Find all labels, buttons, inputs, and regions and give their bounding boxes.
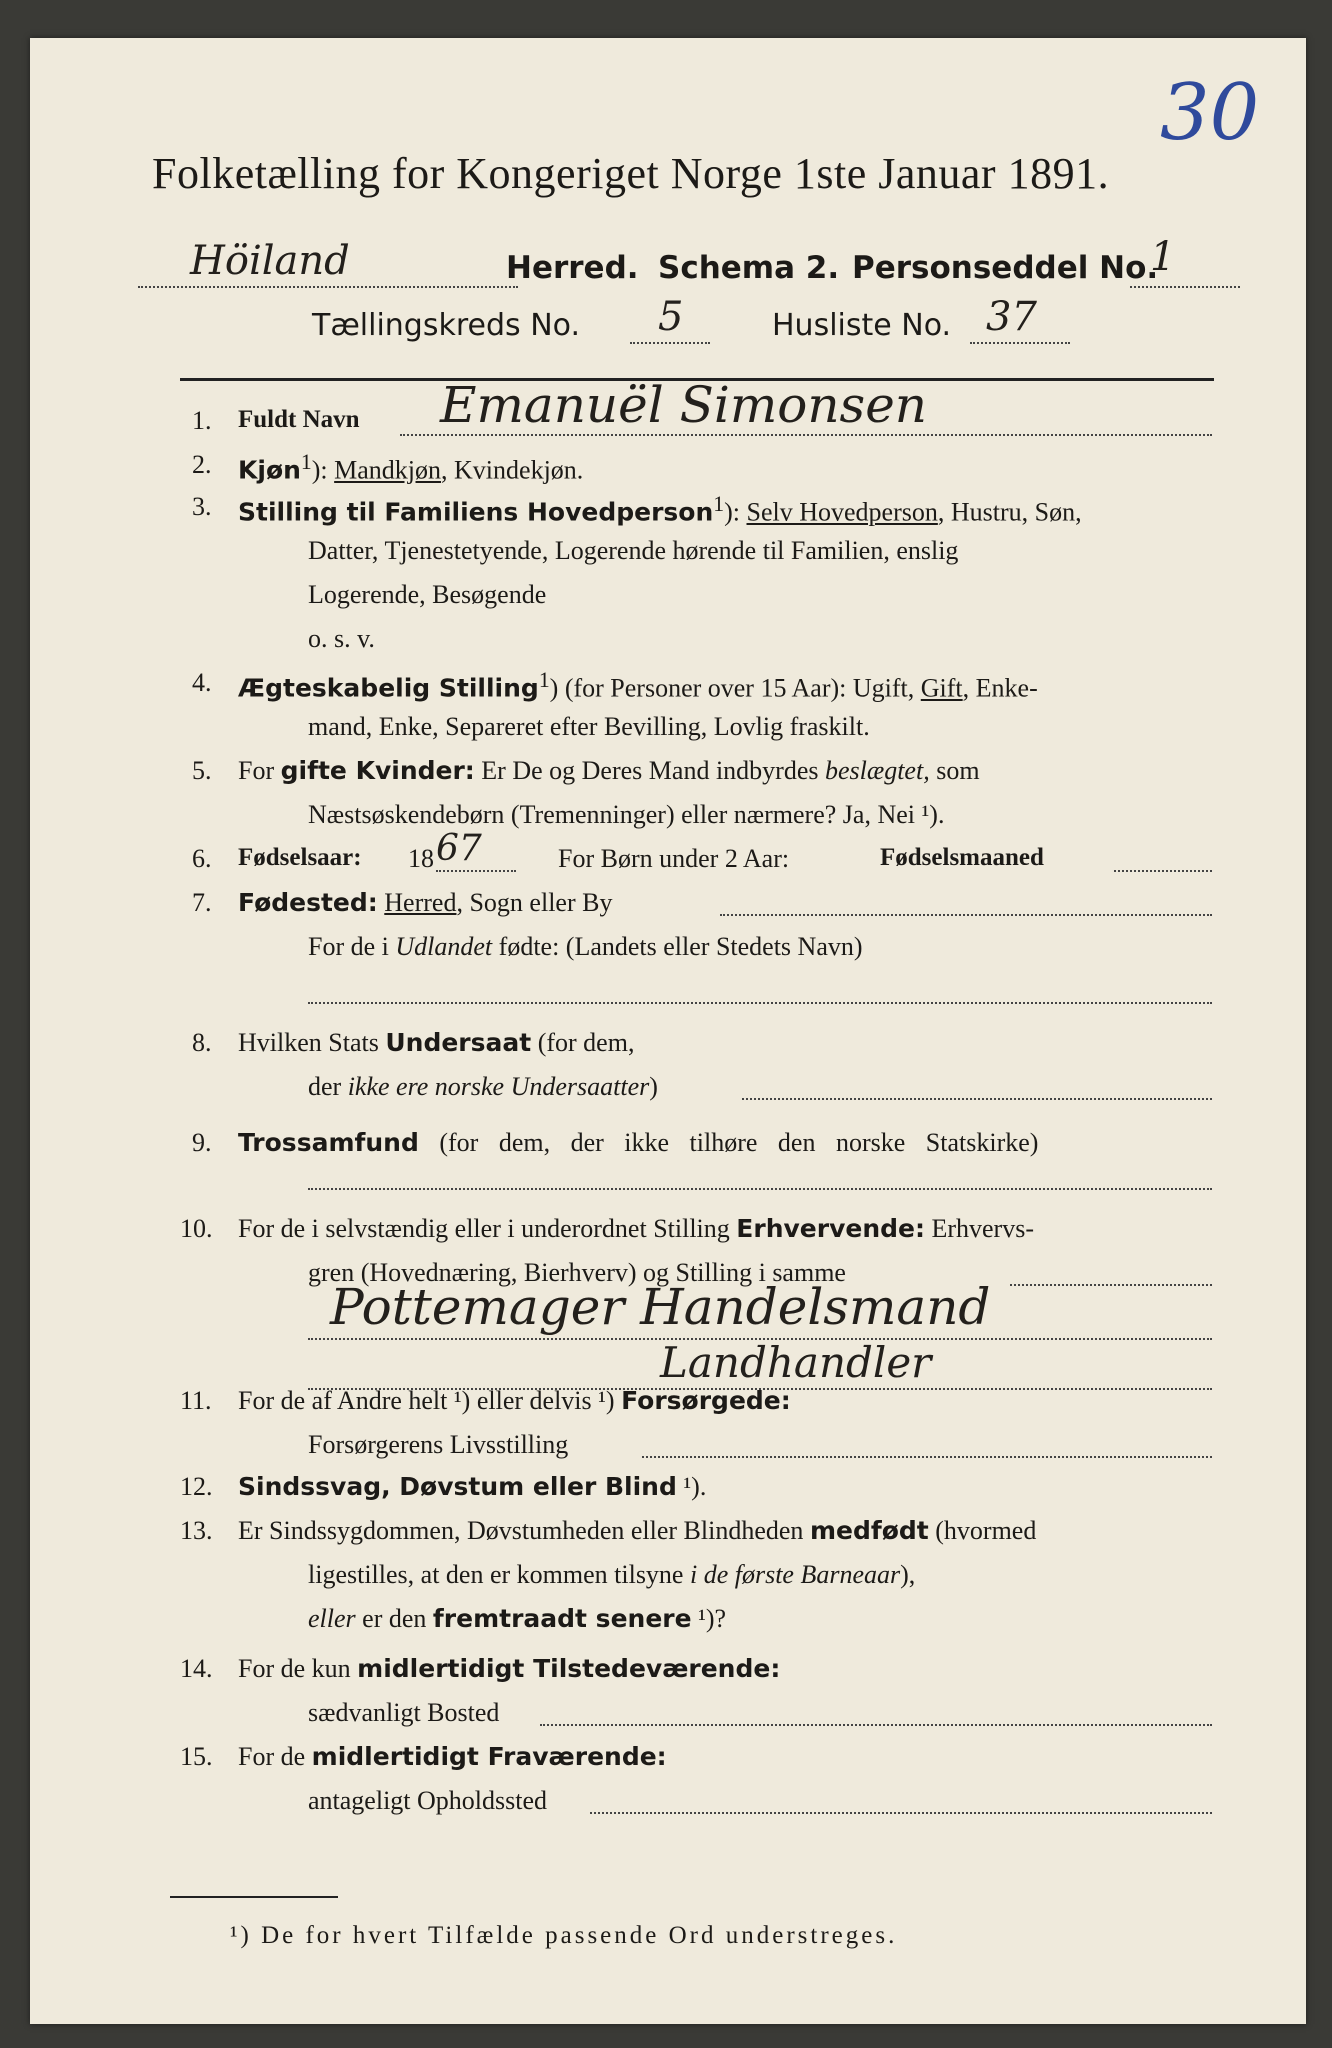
husliste-value: 37: [986, 294, 1037, 340]
q4-sup: 1: [538, 668, 550, 692]
q11-line: [642, 1456, 1212, 1458]
q3-line3: Logerende, Besøgende: [308, 580, 547, 609]
q6-mid: For Børn under 2 Aar:: [558, 844, 790, 873]
q8-line2it: ikke ere norske Undersaatter: [347, 1072, 650, 1101]
q2-opt2: , Kvindekjøn.: [441, 455, 584, 485]
q13-line3: [308, 1604, 726, 1634]
q6-label: Fødselsaar:: [238, 844, 362, 871]
q3-selected: Selv Hovedperson: [746, 497, 938, 527]
q4-num: 4.: [192, 668, 212, 697]
q9-line: [308, 1188, 1212, 1190]
q15-line: [590, 1812, 1212, 1814]
q5-line2: Næstsøskendebørn (Tremenninger) eller nærmere? Ja, Nei ¹).: [308, 800, 945, 829]
q1-line: [400, 434, 1212, 436]
q12-label: Sindssvag, Døvstum eller Blind: [238, 1472, 677, 1501]
q3-rest1: , Hustru, Søn,: [937, 497, 1082, 527]
q3-line2: Datter, Tjenestetyende, Logerende hørende til Familien, enslig: [308, 536, 959, 565]
q14-line2: sædvanligt Bosted: [308, 1698, 500, 1727]
q6-prefix: 18: [408, 844, 434, 873]
q2-sup: 1: [300, 450, 312, 474]
q4-label: Ægteskabelig Stilling: [238, 673, 539, 703]
q7-selected: Herred: [384, 888, 457, 917]
husliste-line: [970, 342, 1070, 344]
q12-text: [238, 1472, 706, 1502]
q9-text: [238, 1128, 1038, 1158]
footnote-rule: [170, 1896, 338, 1898]
q10-line: [1010, 1284, 1212, 1286]
q1-label: Fuldt Navn: [238, 406, 360, 433]
q6-label2: Fødselsmaaned: [880, 844, 1044, 871]
personseddel-label: Personseddel No.: [852, 250, 1159, 286]
kreds-line: [630, 342, 710, 344]
footnote: ¹) De for hvert Tilfælde passende Ord understreges.: [230, 1922, 898, 1949]
q13-line2it: i de første Barneaar: [689, 1560, 901, 1589]
q13-line2: [308, 1560, 915, 1590]
q11-pre: For de af Andre helt ¹) eller delvis ¹): [238, 1386, 622, 1415]
q2-label: Kjøn: [238, 455, 301, 485]
q14-num: 14.: [180, 1654, 213, 1683]
q9-label: Trossamfund: [238, 1128, 419, 1157]
q13-line2a: ligestilles, at den er kommen tilsyne: [308, 1560, 690, 1589]
q8-label: Undersaat: [385, 1028, 532, 1057]
husliste-label: Husliste No.: [772, 308, 952, 343]
q13-label: medfødt: [809, 1516, 929, 1545]
q8-line2a: der: [308, 1072, 348, 1101]
q8-text: [238, 1028, 634, 1058]
q14-line: [540, 1724, 1212, 1726]
q7-label: Fødested:: [238, 888, 378, 917]
q10-line2: gren (Hovednæring, Bierhverv) og Stilling i samme: [308, 1258, 846, 1287]
q7-line2: [308, 932, 863, 962]
q5-text: [238, 756, 980, 786]
form-title: Folketælling for Kongeriget Norge 1ste Januar 1891.: [152, 149, 1110, 198]
q13-line2b: ),: [900, 1560, 916, 1589]
q11-label: Forsørgede:: [621, 1386, 791, 1415]
q4-post: , Enke-: [962, 673, 1038, 703]
q13-line3a: er den: [355, 1604, 433, 1633]
q9-num: 9.: [192, 1128, 212, 1157]
herred-value: Höiland: [190, 238, 350, 284]
q15-text: [238, 1742, 667, 1772]
q2-num: 2.: [192, 450, 212, 479]
q7-rest: , Sogn eller By: [456, 888, 613, 917]
q11-text: [238, 1386, 791, 1416]
q9-rest: (for dem, der ikke tilhøre den norske Statskirke): [418, 1128, 1039, 1157]
q13-line3it: eller: [308, 1604, 356, 1633]
kreds-value: 5: [658, 294, 684, 340]
q10-text: [238, 1214, 1034, 1244]
q12-tail: ¹).: [676, 1472, 707, 1501]
q10-value2: Landhandler: [660, 1338, 932, 1387]
q6-line2: [1114, 870, 1212, 872]
schema-label: Schema 2.: [658, 250, 840, 286]
q5-pre: For: [238, 756, 281, 785]
q4-pre: ) (for Personer over 15 Aar): Ugift,: [549, 673, 921, 703]
q7-text: [238, 888, 612, 918]
q3-line4: o. s. v.: [308, 624, 375, 653]
q8-pre: Hvilken Stats: [238, 1028, 386, 1057]
q6-num: 6.: [192, 844, 212, 873]
q7-num: 7.: [192, 888, 212, 917]
q12-num: 12.: [180, 1472, 213, 1501]
q7-line3: [308, 1002, 1212, 1004]
q10-label: Erhvervende:: [736, 1214, 925, 1243]
q10-value1: Pottemager Handelsmand: [330, 1278, 991, 1336]
personseddel-value: 1: [1150, 234, 1176, 280]
herred-label: Herred.: [506, 250, 639, 286]
q4-selected: Gift: [920, 673, 963, 703]
q3-sup: 1: [713, 492, 725, 516]
q3-text: [238, 492, 1082, 528]
q13-text: [238, 1516, 1036, 1546]
q2-opt1: Mandkjøn: [334, 455, 442, 485]
q6-value: 67: [436, 828, 482, 869]
q10-pre: For de i selvstændig eller i underordnet Stilling: [238, 1214, 737, 1243]
q14-pre: For de kun: [238, 1654, 358, 1683]
q13-line3c: ¹)?: [691, 1604, 727, 1633]
q5-it: beslægtet,: [824, 756, 930, 785]
q15-num: 15.: [180, 1742, 213, 1771]
q15-line2: antageligt Opholdssted: [308, 1786, 548, 1815]
q13-pre: Er Sindssygdommen, Døvstumheden eller Blindheden: [238, 1516, 810, 1545]
q4-text: [238, 668, 1038, 704]
q2-text: [238, 450, 583, 486]
q7-line2a: For de i: [308, 932, 396, 961]
q7-line2it: Udlandet: [395, 932, 493, 961]
q13-post: (hvormed: [928, 1516, 1037, 1545]
q11-num: 11.: [180, 1386, 212, 1415]
q6-line: [436, 870, 516, 872]
q15-label: midlertidigt Fraværende:: [311, 1742, 667, 1771]
q1-value: Emanuël Simonsen: [440, 376, 928, 434]
q8-line: [742, 1098, 1212, 1100]
q8-line2: [308, 1072, 658, 1102]
q13-line3b: fremtraadt senere: [432, 1604, 692, 1633]
q1-num: 1.: [192, 406, 212, 435]
q5-num: 5.: [192, 756, 212, 785]
q14-label: midlertidigt Tilstedeværende:: [357, 1654, 781, 1683]
personseddel-line: [1130, 286, 1240, 288]
q15-pre: For de: [238, 1742, 312, 1771]
q3-label: Stilling til Familiens Hovedperson: [238, 497, 714, 527]
q8-num: 8.: [192, 1028, 212, 1057]
q13-num: 13.: [180, 1516, 213, 1545]
q10-num: 10.: [180, 1214, 213, 1243]
q4-line2: mand, Enke, Separeret efter Bevilling, Lovlig fraskilt.: [308, 712, 870, 741]
herred-line: [138, 286, 518, 288]
q7-line: [720, 914, 1212, 916]
census-form-sheet: [30, 38, 1306, 2024]
q11-line2: Forsørgerens Livsstilling: [308, 1430, 569, 1459]
q5-post: som: [929, 756, 980, 785]
q2-tail: ):: [311, 455, 328, 485]
q8-line2b: ): [649, 1072, 658, 1101]
q14-text: [238, 1654, 780, 1684]
q3-num: 3.: [192, 492, 212, 521]
q10-post: Erhvervs-: [924, 1214, 1034, 1243]
q7-line2b: fødte: (Landets eller Stedets Navn): [492, 932, 863, 961]
q5-mid: Er De og Deres Mand indbyrdes: [474, 756, 825, 785]
q3-tail: ):: [724, 497, 740, 527]
q5-label: gifte Kvinder:: [280, 756, 475, 785]
corner-number: 30: [1160, 68, 1260, 158]
kreds-label: Tællingskreds No.: [312, 308, 580, 343]
q8-post: (for dem,: [531, 1028, 635, 1057]
